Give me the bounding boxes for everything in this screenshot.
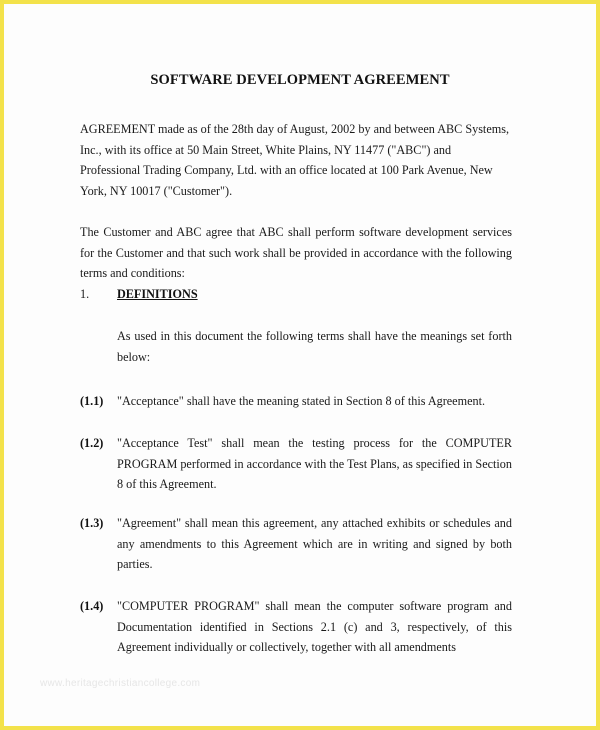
section-number: 1. (80, 287, 90, 301)
definition-text: "Agreement" shall mean this agreement, any attached exhibits or schedules and any amendments to this Agreement which are in writing and signed by both parties. (117, 516, 512, 572)
intro-paragraph: AGREEMENT made as of the 28th day of August, 2002 by and between ABC Systems, Inc., with its office at 50 Main Street, White Plains, NY 11477 ("ABC") and Professional Trading Company, Ltd. with an office located at 100 Park Avenue, New York, NY 10017 ("Customer"). (80, 122, 510, 198)
document-page (4, 4, 596, 726)
definition-number: (1.2) (80, 436, 104, 450)
definition-text: "Acceptance Test" shall mean the testing process for the COMPUTER PROGRAM performed in accordance with the Test Plans, as specified in Section 8 of this Agreement. (117, 436, 512, 492)
definition-number: (1.1) (80, 394, 104, 408)
definition-text: "Acceptance" shall have the meaning stated in Section 8 of this Agreement. (117, 394, 486, 408)
definition-text: "COMPUTER PROGRAM" shall mean the computer software program and Documentation identified in Sections 2.1 (c) and 3, respectively, of this Agreement individually or collectively, together with all amendments (117, 599, 512, 655)
watermark-text: www.heritagechristiancollege.com (40, 678, 201, 689)
definition-number: (1.3) (80, 516, 104, 530)
document-title: SOFTWARE DEVELOPMENT AGREEMENT (150, 72, 450, 88)
section-title: DEFINITIONS (117, 287, 198, 301)
section-intro: As used in this document the following terms shall have the meanings set forth below: (117, 329, 512, 364)
agreement-paragraph: The Customer and ABC agree that ABC shall perform software development services for the Customer and that such work shall be provided in accordance with the following terms and conditions: (80, 225, 512, 281)
definition-number: (1.4) (80, 599, 104, 613)
